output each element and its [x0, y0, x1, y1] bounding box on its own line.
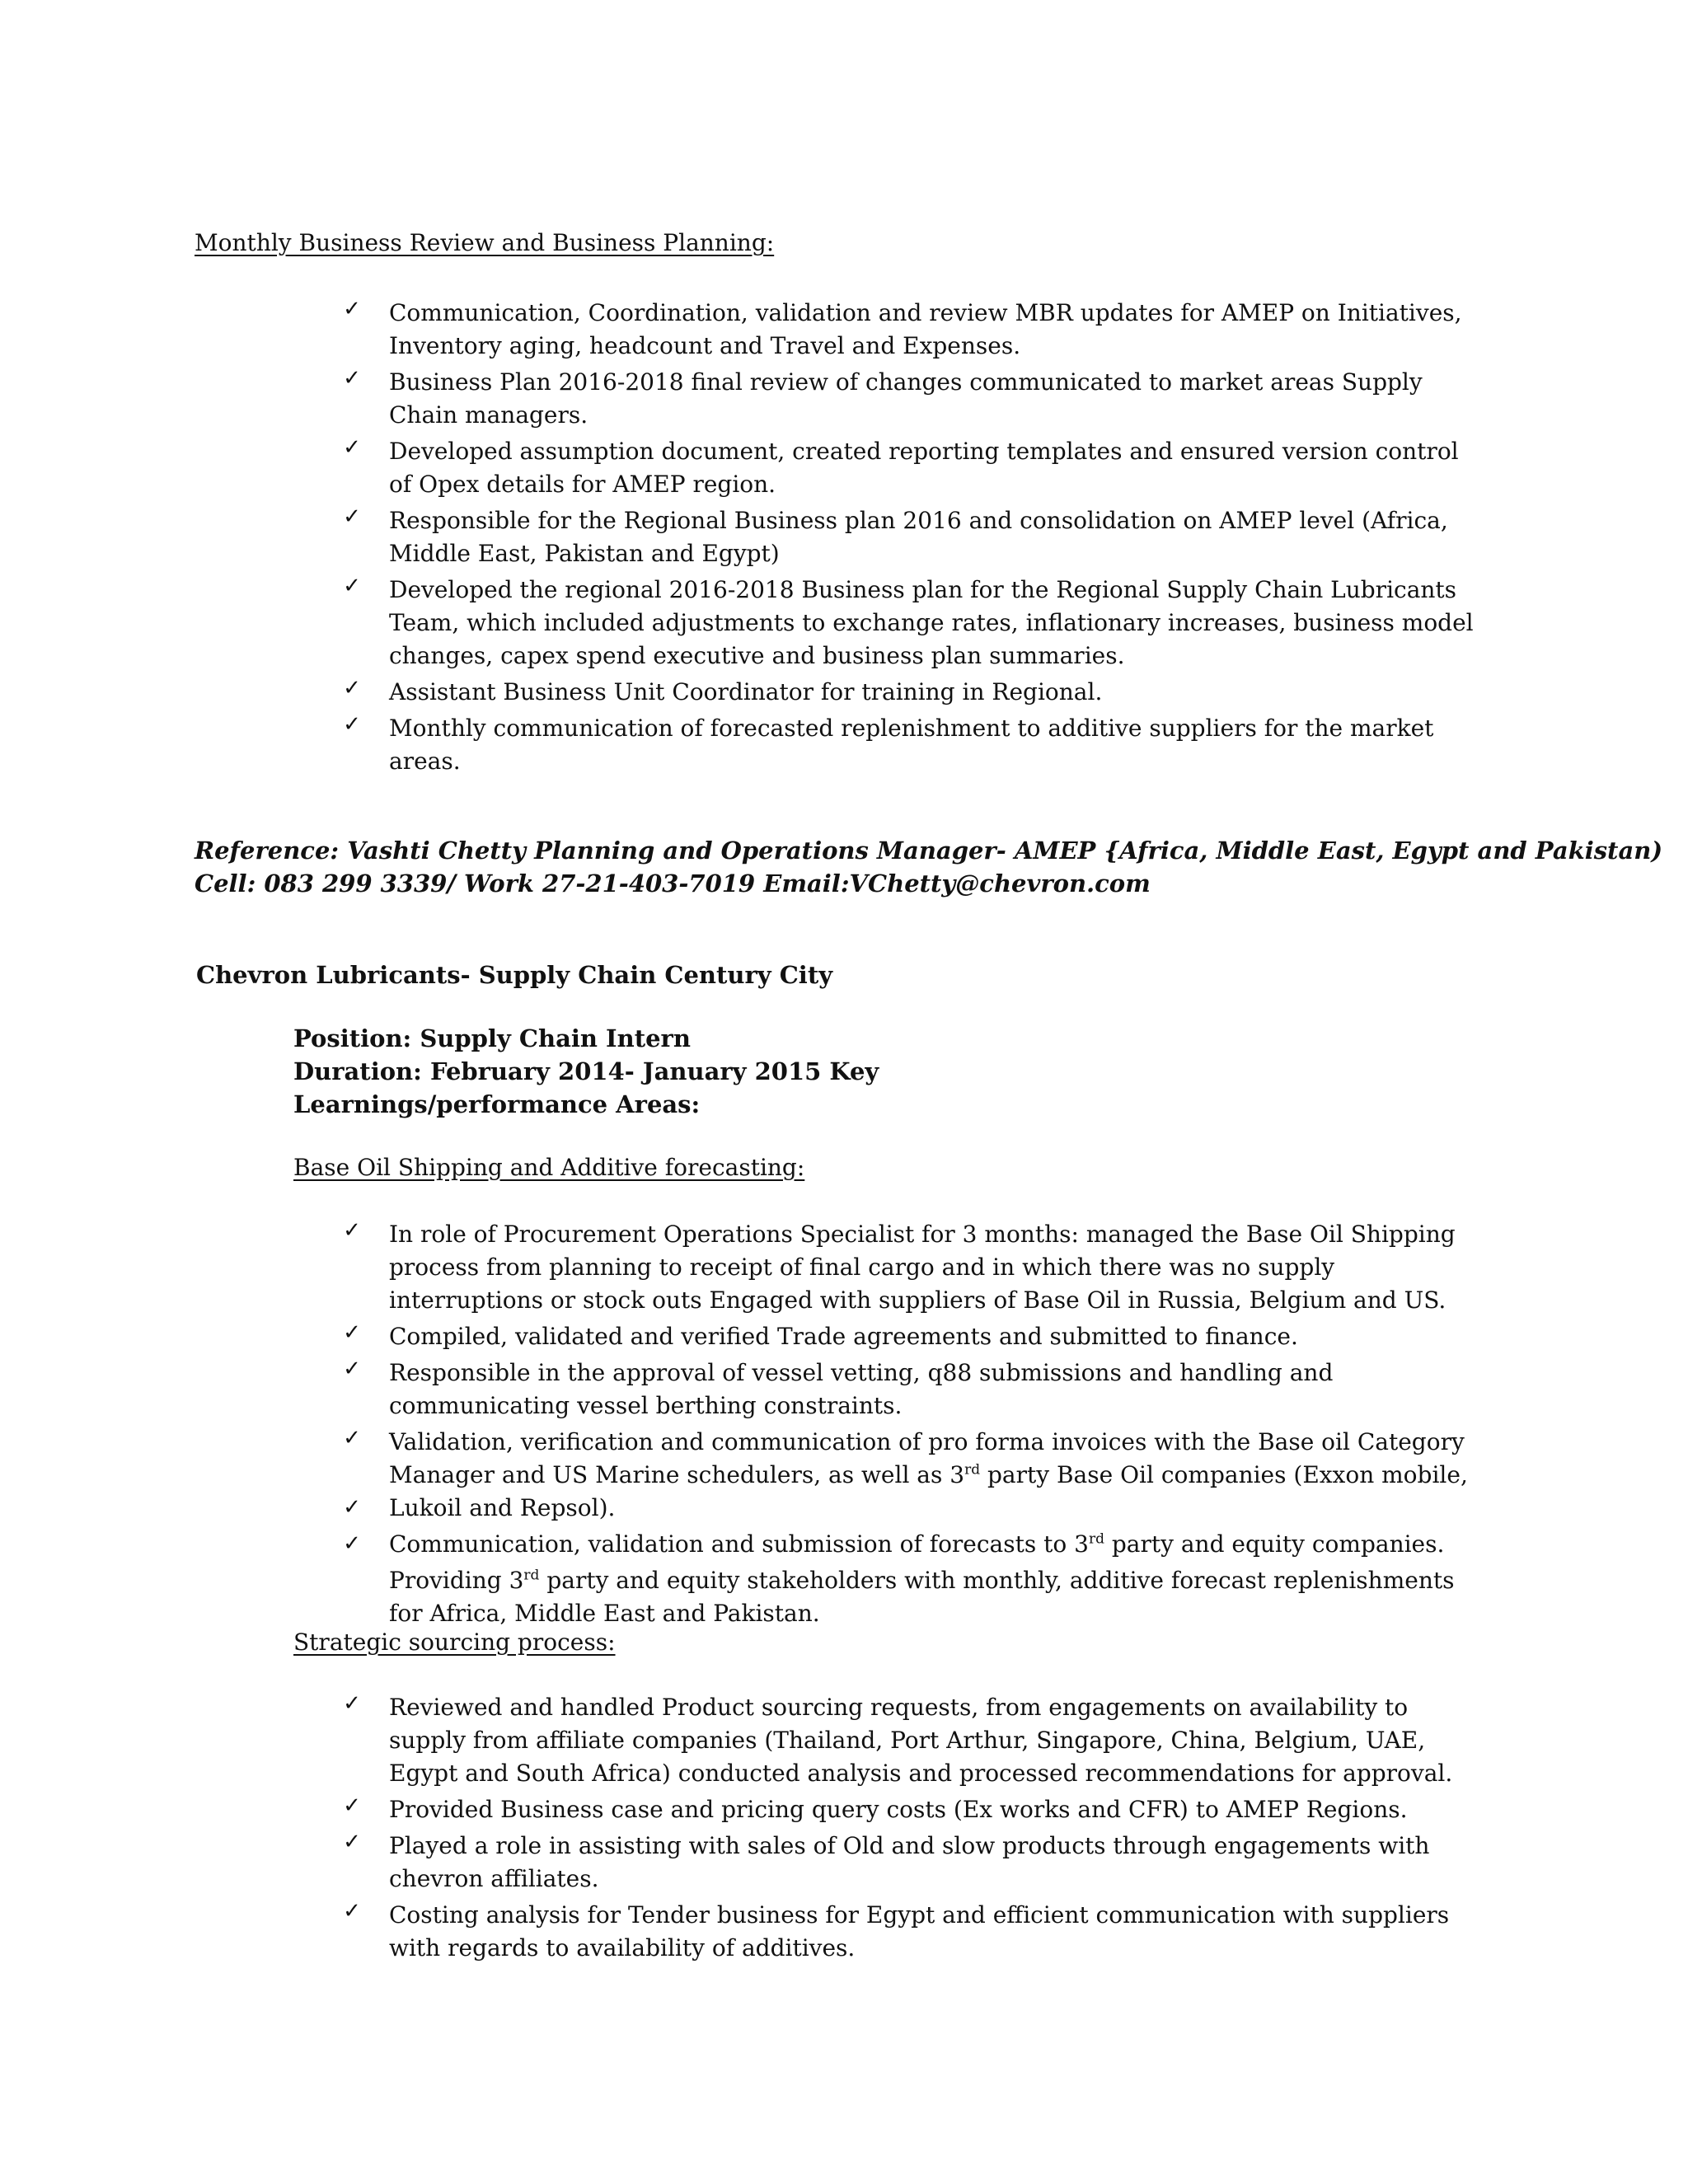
list-item: Provided Business case and pricing query costs (Ex works and CFR) to AMEP Regions.: [389, 1796, 1408, 1823]
check-icon: ✓: [343, 504, 361, 529]
list-item: Monthly communication of forecasted replenishment to additive suppliers for the market areas.: [389, 715, 1434, 775]
check-icon: ✓: [343, 1357, 361, 1381]
check-icon: ✓: [343, 1531, 361, 1556]
list-item: Communication, Coordination, validation and review MBR updates for AMEP on Initiatives, Inventory aging, headcount and Travel and Expenses.: [389, 299, 1462, 359]
mbr-list: [389, 297, 1477, 781]
list-item: Business Plan 2016-2018 final review of changes communicated to market areas Supply Chain managers.: [389, 368, 1423, 429]
list-item: Developed the regional 2016-2018 Business plan for the Regional Supply Chain Lubricants Team, which included adjustments to exchange rates, inflationary increases, business model changes, capex spend executive and business plan summaries.: [389, 576, 1474, 669]
check-icon: ✓: [343, 1830, 361, 1854]
check-icon: ✓: [343, 1793, 361, 1818]
list-item: Providing 3rd party and equity stakeholders with monthly, additive forecast replenishments for Africa, Middle East and Pakistan.: [389, 1567, 1455, 1627]
base-oil-list: [389, 1218, 1477, 1633]
check-icon: ✓: [343, 712, 361, 737]
list-item: Compiled, validated and verified Trade agreements and submitted to finance.: [389, 1323, 1298, 1350]
learnings-heading: Learnings/performance Areas:: [293, 1090, 701, 1118]
list-item: Costing analysis for Tender business for Egypt and efficient communication with suppliers with regards to availability of additives.: [389, 1901, 1450, 1961]
check-icon: ✓: [343, 1218, 361, 1243]
check-icon: ✓: [343, 435, 361, 460]
reference-line-1: Reference: Vashti Chetty Planning and Operations Manager- AMEP {Africa, Middle East, Egypt and Pakistan): [195, 837, 1663, 865]
check-icon: ✓: [343, 1495, 361, 1520]
section-heading-mbr: Monthly Business Review and Business Planning:: [195, 229, 775, 256]
duration-text: Duration: February 2014- January 2015 Key: [293, 1057, 879, 1085]
list-item: Played a role in assisting with sales of Old and slow products through engagements with chevron affiliates.: [389, 1832, 1430, 1892]
check-icon: ✓: [343, 366, 361, 391]
check-icon: ✓: [343, 1320, 361, 1345]
section-heading-base-oil: Base Oil Shipping and Additive forecasting:: [293, 1154, 805, 1181]
check-icon: ✓: [343, 1426, 361, 1451]
check-icon: ✓: [343, 297, 361, 321]
sourcing-list: [389, 1691, 1477, 1968]
list-item: Developed assumption document, created reporting templates and ensured version control of Opex details for AMEP region.: [389, 438, 1459, 498]
reference-line-2: Cell: 083 299 3339/ Work 27-21-403-7019 Email:VChetty@chevron.com: [195, 869, 1151, 898]
section-heading-sourcing: Strategic sourcing process:: [293, 1629, 616, 1656]
list-item: Assistant Business Unit Coordinator for training in Regional.: [389, 678, 1103, 705]
check-icon: ✓: [343, 1899, 361, 1924]
list-item: Communication, validation and submission of forecasts to 3rd party and equity companies.: [389, 1530, 1445, 1558]
list-item: In role of Procurement Operations Specialist for 3 months: managed the Base Oil Shipping process from planning to receipt of final cargo and in which there was no supply interruptions or stock outs Engaged with suppliers of Base Oil in Russia, Belgium and US.: [389, 1221, 1456, 1314]
list-item: Responsible in the approval of vessel vetting, q88 submissions and handling and communicating vessel berthing constraints.: [389, 1359, 1334, 1419]
company-title: Chevron Lubricants- Supply Chain Century City: [196, 961, 833, 989]
list-item: Validation, verification and communication of pro forma invoices with the Base oil Category Manager and US Marine schedulers, as well as 3rd party Base Oil companies (Exxon mobile, Lukoil and Repsol).: [389, 1428, 1468, 1521]
check-icon: ✓: [343, 574, 361, 598]
check-icon: ✓: [343, 1691, 361, 1716]
list-item: Reviewed and handled Product sourcing requests, from engagements on availability to supply from affiliate companies (Thailand, Port Arthur, Singapore, China, Belgium, UAE, Egypt and South Africa) conducted analysis and processed recommendations for approval.: [389, 1694, 1453, 1787]
check-icon: ✓: [343, 676, 361, 701]
position-title: Position: Supply Chain Intern: [293, 1024, 691, 1052]
list-item: Responsible for the Regional Business plan 2016 and consolidation on AMEP level (Africa, Middle East, Pakistan and Egypt): [389, 507, 1448, 567]
